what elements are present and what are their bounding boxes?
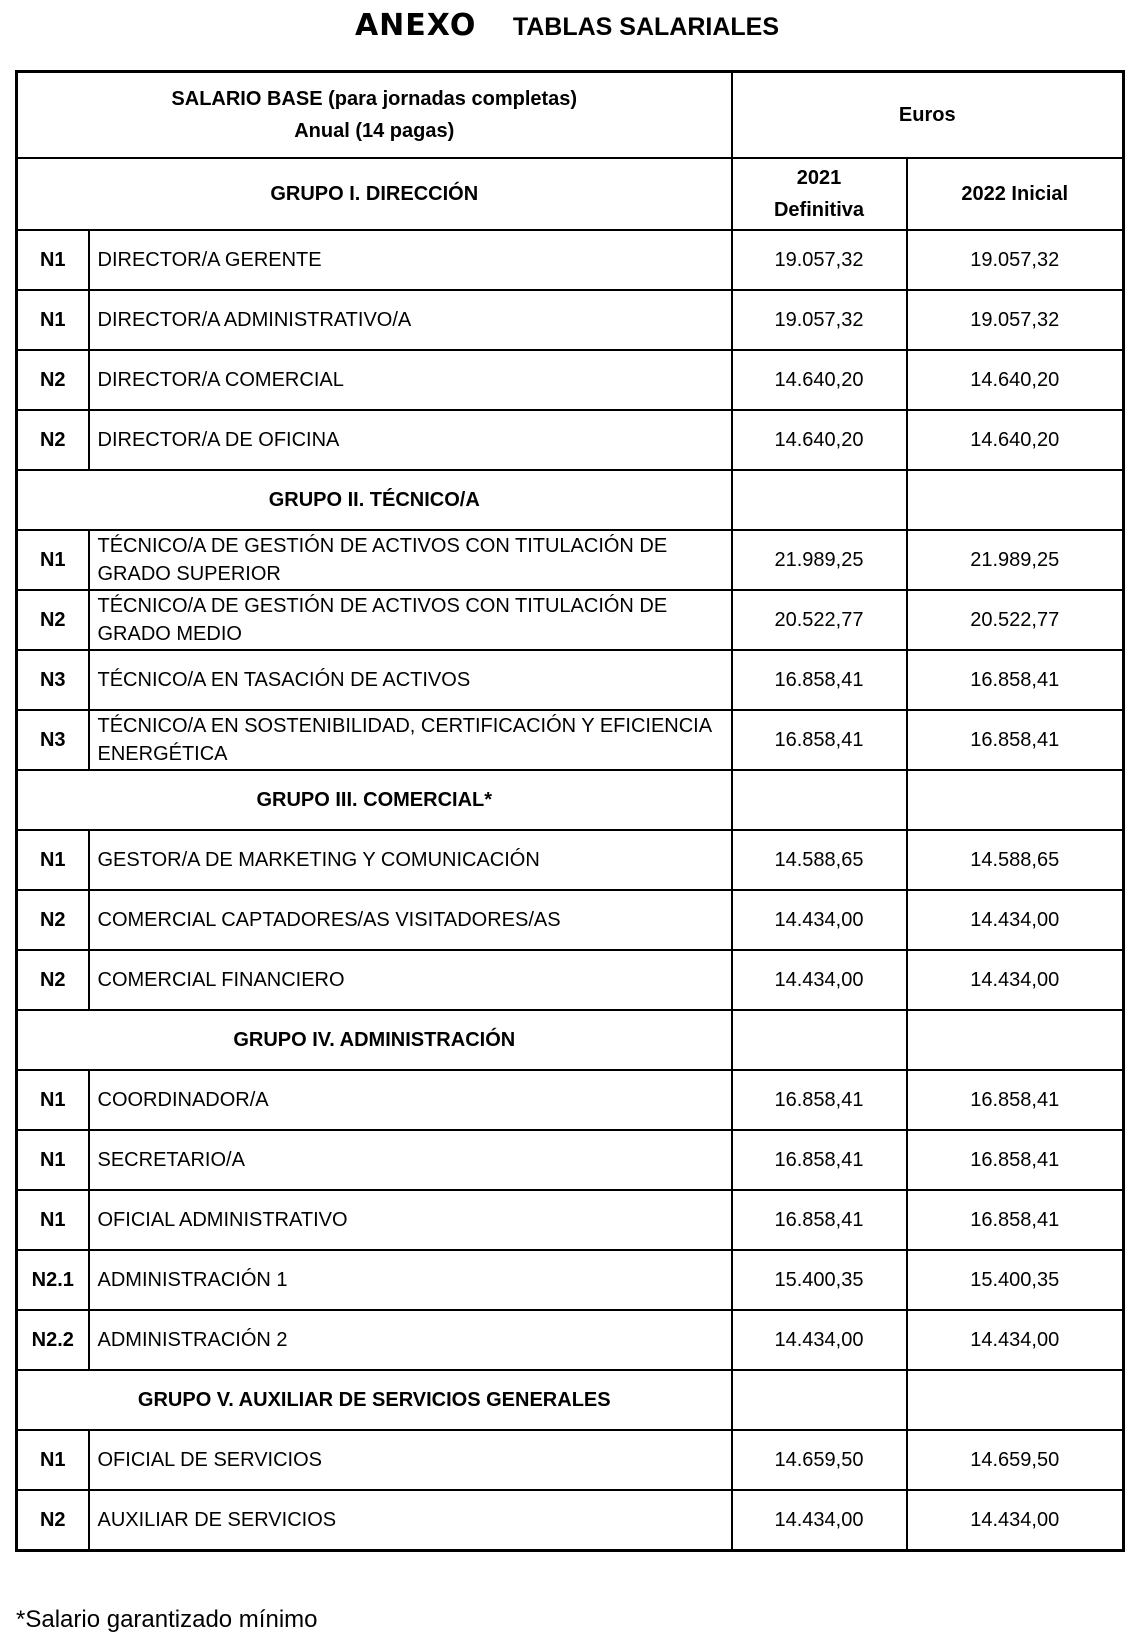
column-2021 [732, 158, 907, 230]
header-line2: Anual (14 pagas) [294, 120, 455, 142]
salary-2022-cell: 16.858,41 [907, 710, 1124, 770]
table-row [17, 410, 1124, 470]
table-row [17, 1490, 1124, 1551]
group-row [17, 470, 1124, 530]
salary-2021-cell: 14.434,00 [732, 1310, 907, 1370]
group-row [17, 158, 1124, 230]
salary-2021-cell: 16.858,41 [732, 1190, 907, 1250]
salary-2022-cell: 14.434,00 [907, 950, 1124, 1010]
title-anexo: ANEXO [354, 8, 477, 43]
table-row [17, 890, 1124, 950]
table-row [17, 950, 1124, 1010]
salary-2022-cell: 16.858,41 [907, 650, 1124, 710]
level-cell: N2 [17, 1490, 89, 1551]
category-cell: COMERCIAL CAPTADORES/AS VISITADORES/AS [89, 890, 732, 950]
salary-2022-cell: 16.858,41 [907, 1070, 1124, 1130]
category-cell: DIRECTOR/A DE OFICINA [89, 410, 732, 470]
empty-cell [732, 470, 907, 530]
empty-cell [907, 470, 1124, 530]
group-name: GRUPO III. COMERCIAL* [17, 770, 732, 830]
group-row [17, 1370, 1124, 1430]
table-row [17, 1250, 1124, 1310]
salary-2021-cell: 14.434,00 [732, 950, 907, 1010]
empty-cell [732, 1010, 907, 1070]
column-2021-year: 2021 [796, 167, 842, 189]
category-cell: ADMINISTRACIÓN 2 [89, 1310, 732, 1370]
category-cell: TÉCNICO/A DE GESTIÓN DE ACTIVOS CON TITULACIÓN DE GRADO MEDIO [89, 590, 732, 650]
level-cell: N2 [17, 350, 89, 410]
group-name: GRUPO II. TÉCNICO/A [17, 470, 732, 530]
salary-2022-cell: 14.659,50 [907, 1430, 1124, 1490]
salary-2021-cell: 21.989,25 [732, 530, 907, 590]
category-cell: TÉCNICO/A EN TASACIÓN DE ACTIVOS [89, 650, 732, 710]
salary-2021-cell: 16.858,41 [732, 710, 907, 770]
salary-2022-cell: 14.434,00 [907, 890, 1124, 950]
salary-2022-cell: 20.522,77 [907, 590, 1124, 650]
table-row [17, 710, 1124, 770]
category-cell: TÉCNICO/A DE GESTIÓN DE ACTIVOS CON TITULACIÓN DE GRADO SUPERIOR [89, 530, 732, 590]
salary-2022-cell: 16.858,41 [907, 1190, 1124, 1250]
group-row [17, 770, 1124, 830]
group-name: GRUPO V. AUXILIAR DE SERVICIOS GENERALES [17, 1370, 732, 1430]
table-row [17, 530, 1124, 590]
column-2021-label: Definitiva [773, 199, 865, 221]
empty-cell [907, 1370, 1124, 1430]
salary-2021-cell: 14.640,20 [732, 410, 907, 470]
salary-2021-cell: 16.858,41 [732, 1130, 907, 1190]
category-cell: COORDINADOR/A [89, 1070, 732, 1130]
level-cell: N2.1 [17, 1250, 89, 1310]
category-cell: GESTOR/A DE MARKETING Y COMUNICACIÓN [89, 830, 732, 890]
salary-2021-cell: 20.522,77 [732, 590, 907, 650]
level-cell: N1 [17, 1190, 89, 1250]
table-row [17, 290, 1124, 350]
empty-cell [907, 1010, 1124, 1070]
category-cell: OFICIAL DE SERVICIOS [89, 1430, 732, 1490]
salary-2022-cell: 19.057,32 [907, 230, 1124, 290]
group-row [17, 1010, 1124, 1070]
table-row [17, 650, 1124, 710]
table-row [17, 350, 1124, 410]
salary-table [15, 70, 1125, 1552]
title-tablas: TABLAS SALARIALES [512, 13, 780, 41]
document-title [0, 8, 1134, 43]
salary-2021-cell: 16.858,41 [732, 1070, 907, 1130]
table-row [17, 1130, 1124, 1190]
salary-2021-cell: 19.057,32 [732, 230, 907, 290]
salary-2022-cell: 14.434,00 [907, 1310, 1124, 1370]
table-row [17, 1310, 1124, 1370]
category-cell: DIRECTOR/A ADMINISTRATIVO/A [89, 290, 732, 350]
empty-cell [732, 1370, 907, 1430]
header-salario-base [17, 72, 732, 159]
level-cell: N1 [17, 1070, 89, 1130]
level-cell: N2 [17, 410, 89, 470]
category-cell: DIRECTOR/A COMERCIAL [89, 350, 732, 410]
group-name: GRUPO IV. ADMINISTRACIÓN [17, 1010, 732, 1070]
salary-2022-cell: 16.858,41 [907, 1130, 1124, 1190]
category-cell: OFICIAL ADMINISTRATIVO [89, 1190, 732, 1250]
salary-2022-cell: 21.989,25 [907, 530, 1124, 590]
level-cell: N2 [17, 590, 89, 650]
empty-cell [907, 770, 1124, 830]
level-cell: N2.2 [17, 1310, 89, 1370]
level-cell: N2 [17, 890, 89, 950]
salary-2021-cell: 14.588,65 [732, 830, 907, 890]
header-euros: Euros [732, 72, 1124, 159]
table-row [17, 1070, 1124, 1130]
column-2022: 2022 Inicial [907, 158, 1124, 230]
salary-2021-cell: 14.640,20 [732, 350, 907, 410]
level-cell: N1 [17, 1130, 89, 1190]
category-cell: SECRETARIO/A [89, 1130, 732, 1190]
salary-2021-cell: 15.400,35 [732, 1250, 907, 1310]
table-row [17, 590, 1124, 650]
salary-2022-cell: 14.640,20 [907, 350, 1124, 410]
group-name: GRUPO I. DIRECCIÓN [17, 158, 732, 230]
salary-2022-cell: 15.400,35 [907, 1250, 1124, 1310]
table-row [17, 1190, 1124, 1250]
level-cell: N2 [17, 950, 89, 1010]
salary-2021-cell: 19.057,32 [732, 290, 907, 350]
level-cell: N1 [17, 1430, 89, 1490]
salary-2022-cell: 14.434,00 [907, 1490, 1124, 1551]
level-cell: N1 [17, 290, 89, 350]
category-cell: AUXILIAR DE SERVICIOS [89, 1490, 732, 1551]
category-cell: DIRECTOR/A GERENTE [89, 230, 732, 290]
level-cell: N3 [17, 650, 89, 710]
salary-2022-cell: 14.640,20 [907, 410, 1124, 470]
level-cell: N1 [17, 230, 89, 290]
salary-2021-cell: 16.858,41 [732, 650, 907, 710]
table-row [17, 230, 1124, 290]
salary-2021-cell: 14.659,50 [732, 1430, 907, 1490]
category-cell: TÉCNICO/A EN SOSTENIBILIDAD, CERTIFICACIÓN Y EFICIENCIA ENERGÉTICA [89, 710, 732, 770]
footnote: *Salario garantizado mínimo [16, 1606, 318, 1633]
salary-2022-cell: 14.588,65 [907, 830, 1124, 890]
salary-2021-cell: 14.434,00 [732, 890, 907, 950]
empty-cell [732, 770, 907, 830]
level-cell: N1 [17, 830, 89, 890]
level-cell: N1 [17, 530, 89, 590]
header-line1: SALARIO BASE (para jornadas completas) [171, 88, 578, 110]
category-cell: COMERCIAL FINANCIERO [89, 950, 732, 1010]
salary-2022-cell: 19.057,32 [907, 290, 1124, 350]
table-row [17, 830, 1124, 890]
level-cell: N3 [17, 710, 89, 770]
salary-2021-cell: 14.434,00 [732, 1490, 907, 1551]
header-row [17, 72, 1124, 159]
table-row [17, 1430, 1124, 1490]
category-cell: ADMINISTRACIÓN 1 [89, 1250, 732, 1310]
